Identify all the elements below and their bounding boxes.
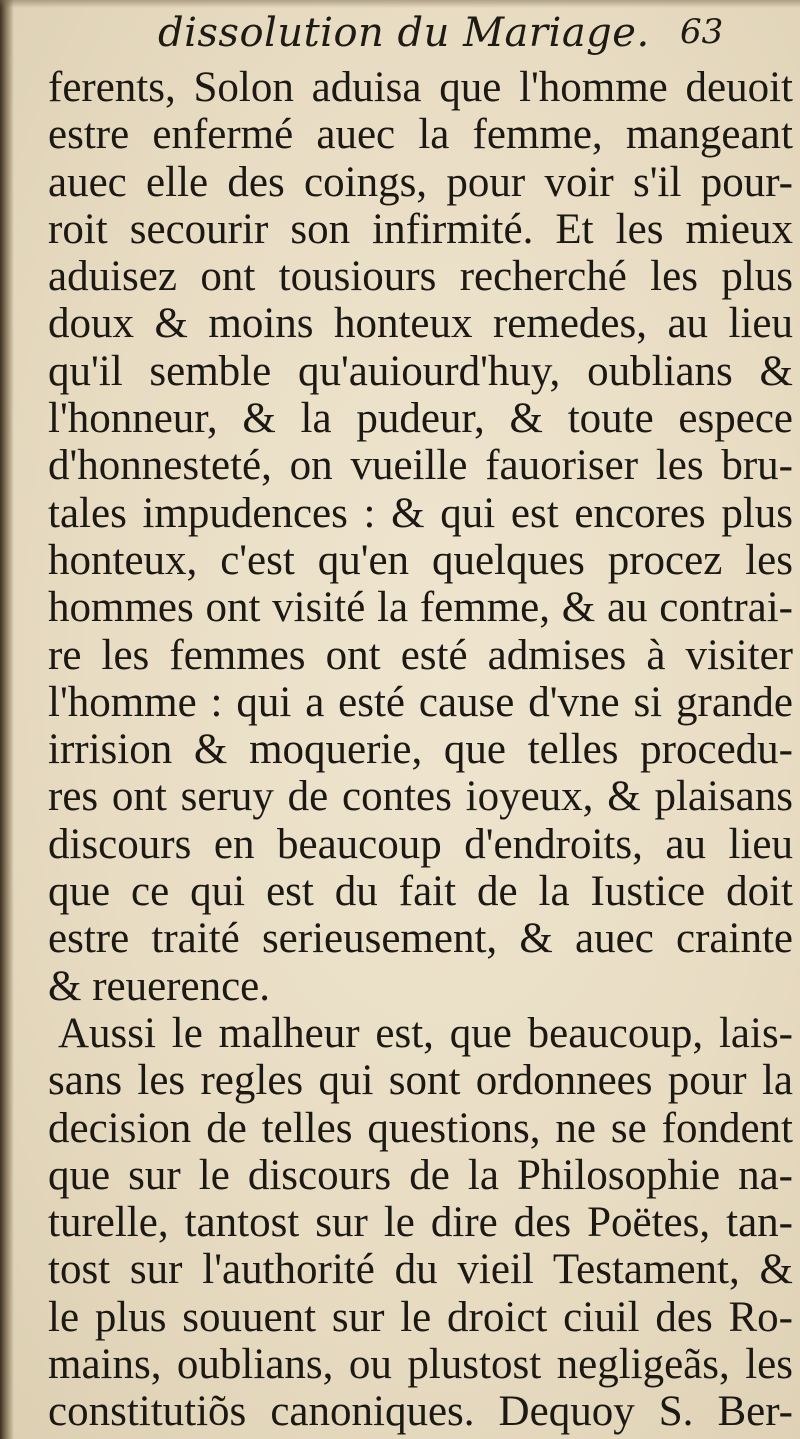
text-line: aduisez ont tousiours recherché les plus [48,253,793,301]
text-line: constitutiõs canoniques. Dequoy S. Ber- [48,1388,793,1436]
text-line: irrision & moquerie, que telles procedu- [48,726,793,774]
text-line: res ont seruy de contes ioyeux, & plaisans [48,773,793,821]
text-line: d'honnesteté, on vueille fauoriser les bru- [48,442,793,490]
text-line: re les femmes ont esté admises à visiter [48,631,793,679]
text-line: decision de telles questions, ne se fondent [48,1104,793,1152]
text-line: estre enfermé auec la femme, mangeant [48,111,793,159]
text-line: l'honneur, & la pudeur, & toute espece [48,395,793,443]
text-line: discours en beaucoup d'endroits, au lieu [48,820,793,868]
text-line: mains, oublians, ou plustost negligeãs, les [48,1341,793,1389]
running-head: dissolution du Mariage. [158,10,650,56]
text-line: que sur le discours de la Philosophie na- [48,1151,793,1199]
text-line: estre traité serieusement, & auec crainte [48,915,793,963]
text-line: turelle, tantost sur le dire des Poëtes, tan- [48,1199,793,1247]
text-line: & reuerence. [48,962,271,1010]
body-text [48,64,793,1436]
text-line: tost sur l'authorité du vieil Testament, & [48,1246,793,1294]
page-header [0,6,800,62]
text-line: doux & moins honteux remedes, au lieu [48,300,793,348]
text-line: l'homme : qui a esté cause d'vne si grande [48,678,793,726]
text-line: ferents, Solon aduisa que l'homme deuoit [48,64,793,111]
text-line: auec elle des coings, pour voir s'il pour- [48,158,793,206]
text-line: hommes ont visité la femme, & au contrai- [48,584,793,632]
spine-shadow [0,0,14,1439]
text-line: tales impudences : & qui est encores plus [48,489,793,537]
text-line: honteux, c'est qu'en quelques procez les [48,536,793,584]
text-line: sans les regles qui sont ordonnees pour la [48,1057,793,1105]
text-line: que ce qui est du fait de la Iustice doit [48,868,793,916]
text-line: le plus souuent sur le droict ciuil des Ro- [48,1293,793,1341]
page-number: 63 [680,12,724,52]
text-line: qu'il semble qu'auiourd'huy, oublians & [48,347,793,395]
text-line: roit secourir son infirmité. Et les mieux [48,205,793,253]
paragraph-first-line: Aussi le malheur est, que beaucoup, lais- [58,1009,793,1057]
